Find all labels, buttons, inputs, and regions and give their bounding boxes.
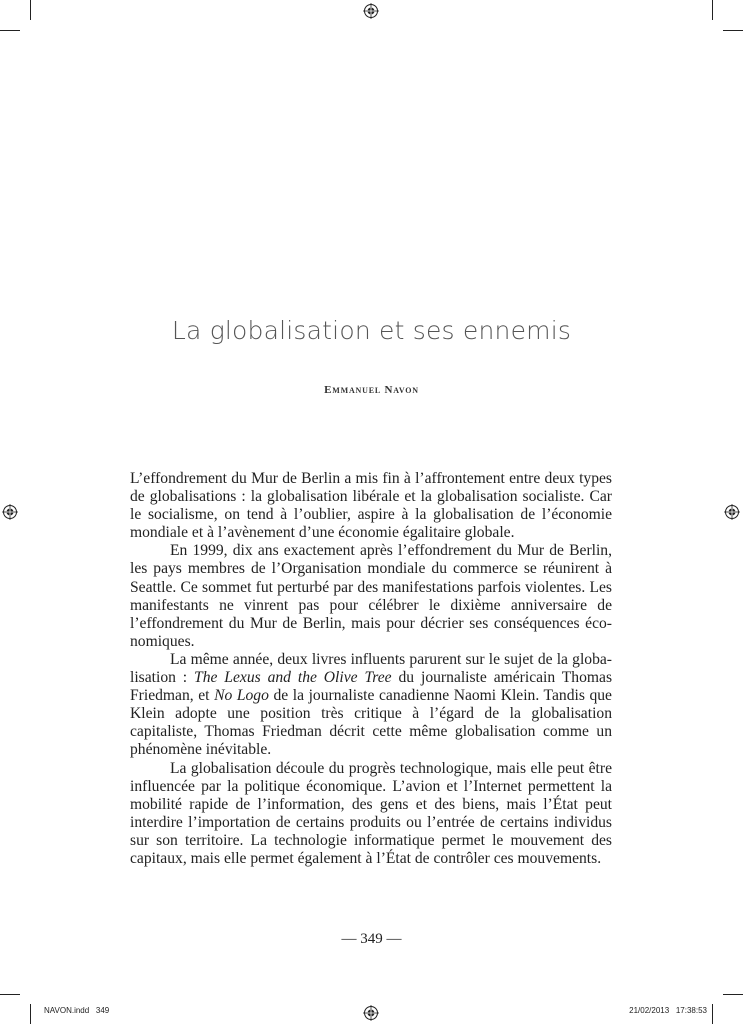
crop-mark-bottom-left-vertical — [30, 1004, 31, 1024]
page-number: — 349 — — [341, 931, 402, 947]
crop-mark-top-left-vertical — [30, 0, 31, 20]
crop-mark-bottom-right-vertical — [712, 1004, 713, 1024]
paragraph — [130, 651, 612, 760]
chapter-author: Emmanuel Navon — [324, 384, 419, 396]
registration-mark-icon — [363, 3, 379, 19]
paragraph: L’effondrement du Mur de Berlin a mis fin à l’affrontement entre deux types de globalisations : la globalisation libérale et la globalisation socialiste. Car le socialisme, on tend à l’oublier, aspire à la globalisation de l’économie mondiale et à l’avènement d’une économie égalitaire globale. — [130, 470, 612, 542]
paragraph-text: La même année, deux livres influents parurent sur le sujet de la globalisation : — [130, 650, 612, 687]
crop-mark-bottom-right-horizontal — [723, 994, 743, 995]
chapter-title: La globalisation et ses ennemis — [171, 316, 572, 345]
slug-timestamp: 21/02/2013 17:38:53 — [629, 1006, 707, 1015]
paragraph-text: du journaliste américain Thomas Friedman, et — [130, 669, 613, 705]
slug-file: NAVON.indd 349 — [44, 1006, 110, 1015]
body-text — [130, 470, 612, 868]
paragraph: En 1999, dix ans exactement après l’effondrement du Mur de Berlin, les pays membres de l’Organisation mondiale du commerce se réunirent à Seattle. Ce sommet fut perturbé par des manifestations parfois violentes. Les manifestants ne vinrent pas pour célébrer le dixième anniversaire de l’effondrement du Mur de Berlin, mais pour décrier ses conséquences économiques. — [130, 542, 612, 650]
crop-mark-top-right-horizontal — [723, 30, 743, 31]
crop-mark-top-left-horizontal — [0, 30, 20, 31]
crop-mark-top-right-vertical — [712, 0, 713, 20]
registration-mark-icon — [724, 504, 740, 520]
crop-mark-bottom-left-horizontal — [0, 994, 20, 995]
registration-mark-icon — [2, 504, 18, 520]
paragraph-text: de la journaliste canadienne Naomi Klein. Tandis que Klein adopte une position très critique à l’égard de la globalisation capitaliste, Thomas Friedman décrit cette même globalisation comme un phénomène inévitable. — [130, 687, 612, 759]
book-title: The Lexus and the Olive Tree — [194, 669, 392, 687]
registration-mark-icon — [363, 1005, 379, 1021]
book-title: No Logo — [214, 687, 269, 705]
paragraph: La globalisation découle du progrès technologique, mais elle peut être influencée par la politique économique. L’avion et l’Internet permettent la mobilité rapide de l’information, des gens et des biens, mais l’État peut interdire l’importation de certains produits ou l’entrée de certains individus sur son territoire. La technologie informatique permet le mouvement des capitaux, mais elle permet également à l’État de contrôler ces mouvements. — [130, 759, 612, 867]
